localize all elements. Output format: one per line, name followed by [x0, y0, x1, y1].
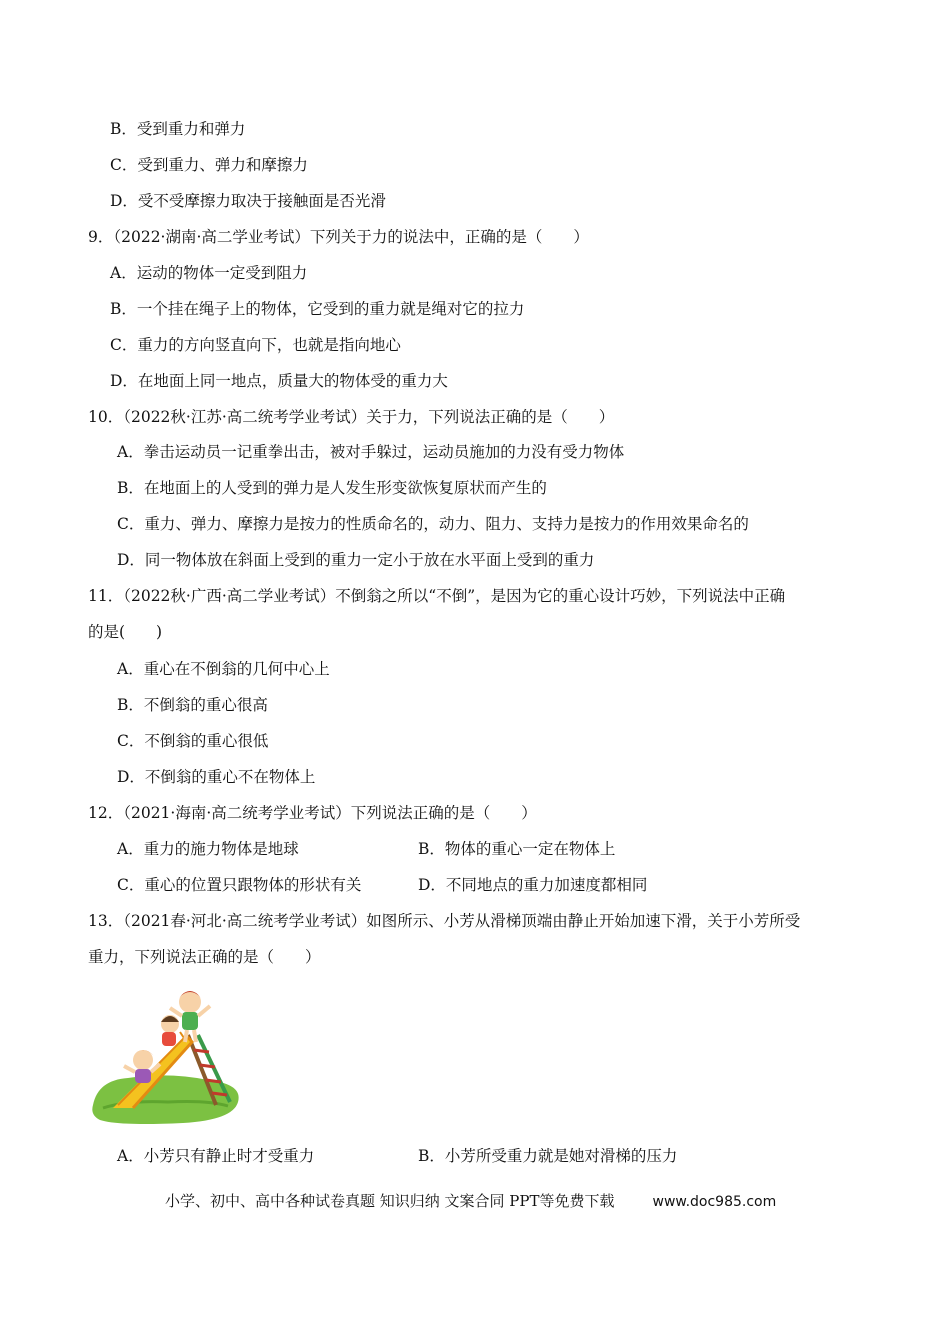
q12-option-b: B．物体的重心一定在物体上	[418, 840, 616, 858]
q10-option-a: A．拳击运动员一记重拳出击，被对手躲过，运动员施加的力没有受力物体	[117, 443, 625, 461]
q8-option-b: B．受到重力和弹力	[110, 120, 246, 138]
q9-option-d: D．在地面上同一地点，质量大的物体受的重力大	[110, 372, 448, 390]
q11-option-c: C．不倒翁的重心很低	[117, 732, 269, 750]
q8-option-d: D．受不受摩擦力取决于接触面是否光滑	[110, 192, 386, 210]
q10-option-d: D．同一物体放在斜面上受到的重力一定小于放在水平面上受到的重力	[117, 551, 595, 569]
page-footer	[165, 1190, 776, 1211]
q9-stem: 9．（2022·湖南·高二学业考试）下列关于力的说法中，正确的是（ ）	[88, 228, 589, 246]
q13-stem-line2: 重力，下列说法正确的是（ ）	[88, 948, 321, 966]
q9-option-c: C．重力的方向竖直向下，也就是指向地心	[110, 336, 401, 354]
q10-option-b: B．在地面上的人受到的弹力是人发生形变欲恢复原状而产生的	[117, 479, 547, 497]
q11-option-a: A．重心在不倒翁的几何中心上	[117, 660, 330, 678]
q12-option-d: D．不同地点的重力加速度都相同	[418, 876, 648, 894]
q12-stem: 12．（2021·海南·高二统考学业考试）下列说法正确的是（ ）	[88, 804, 537, 822]
q13-stem-line1: 13．（2021春·河北·高二统考学业考试）如图所示、小芳从滑梯顶端由静止开始加速下滑，关于小芳所受	[88, 912, 801, 930]
q13-option-a: A．小芳只有静止时才受重力	[117, 1147, 315, 1165]
q9-option-a: A．运动的物体一定受到阻力	[110, 264, 308, 282]
q11-stem-line1: 11．（2022秋·广西·高二学业考试）不倒翁之所以“不倒”，是因为它的重心设计巧妙，下列说法中正确	[88, 587, 786, 605]
q10-option-c: C．重力、弹力、摩擦力是按力的性质命名的，动力、阻力、支持力是按力的作用效果命名的	[117, 515, 749, 533]
footer-text: 小学、初中、高中各种试卷真题 知识归纳 文案合同 PPT等免费下载	[165, 1192, 615, 1210]
q11-stem-line2: 的是( )	[88, 623, 163, 641]
slide-illustration	[88, 980, 248, 1128]
q13-option-b: B．小芳所受重力就是她对滑梯的压力	[418, 1147, 678, 1165]
q9-option-b: B．一个挂在绳子上的物体，它受到的重力就是绳对它的拉力	[110, 300, 525, 318]
q11-option-d: D．不倒翁的重心不在物体上	[117, 768, 316, 786]
q12-option-a: A．重力的施力物体是地球	[117, 840, 299, 858]
q11-option-b: B．不倒翁的重心很高	[117, 696, 268, 714]
q8-option-c: C．受到重力、弹力和摩擦力	[110, 156, 308, 174]
footer-url[interactable]: www.doc985.com	[652, 1194, 777, 1210]
q12-option-c: C．重心的位置只跟物体的形状有关	[117, 876, 362, 894]
q10-stem: 10．（2022秋·江苏·高二统考学业考试）关于力，下列说法正确的是（ ）	[88, 408, 615, 426]
